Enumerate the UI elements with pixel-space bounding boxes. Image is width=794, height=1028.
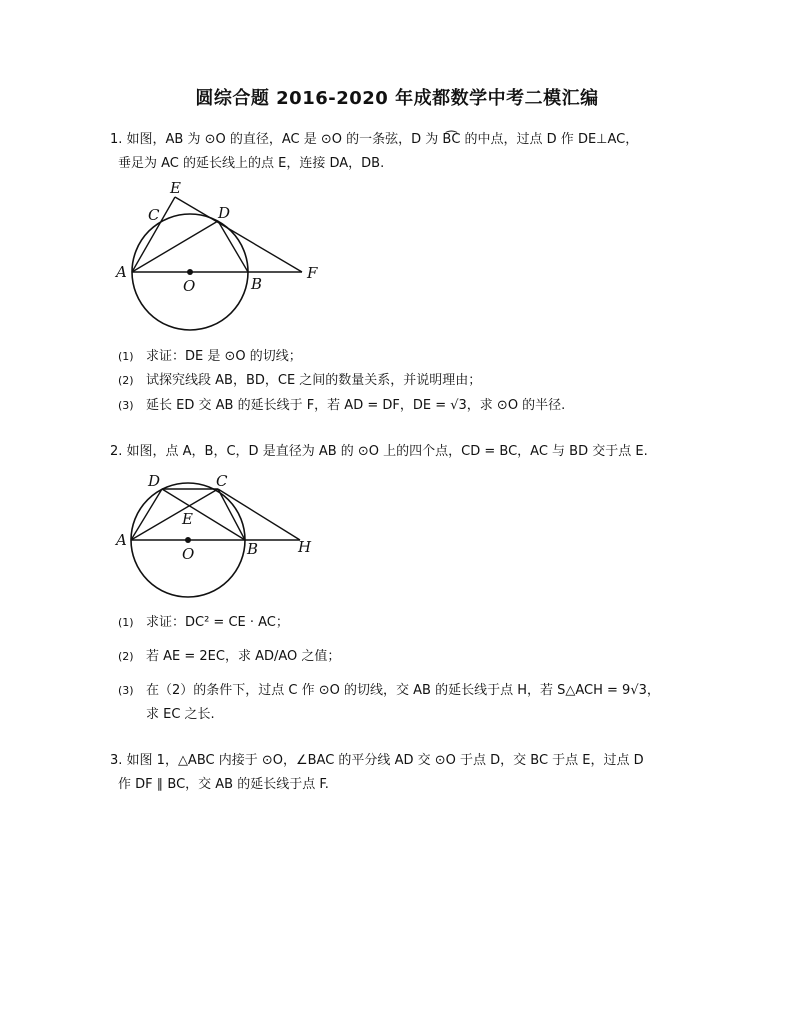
q1-sub2-number: (2) — [118, 374, 134, 387]
q2-label-c: C — [216, 472, 228, 490]
q2-sub2-number: (2) — [118, 650, 134, 663]
q1-stem-line2: 垂足为 AC 的延长线上的点 E，连接 DA，DB. — [118, 156, 385, 171]
q1-sub1-number: (1) — [118, 350, 134, 363]
q1-sub2 — [118, 372, 481, 390]
q1-label-o: O — [183, 277, 196, 295]
q1-line-ad — [132, 221, 218, 272]
q2-sub2-text: 若 AE = 2EC，求 AD/AO 之值； — [146, 649, 341, 664]
q2-sub1-text: 求证：DC² = CE · AC； — [146, 615, 289, 630]
q1-sub3-text: 延长 ED 交 AB 的延长线于 F，若 AD = DF，DE = √3，求 ⊙O 的半径. — [146, 398, 566, 413]
q1-sub3 — [118, 397, 565, 415]
q1-sub3-number: (3) — [118, 399, 134, 412]
q1-sub1 — [118, 348, 302, 366]
q1-label-f: F — [307, 264, 318, 282]
q2-stem-line1: 2. 如图，点 A，B，C，D 是直径为 AB 的 ⊙O 上的四个点，CD = BC，AC 与 BD 交于点 E. — [110, 444, 648, 459]
q2-label-o: O — [182, 545, 195, 563]
q1-sub1-text: 求证：DE 是 ⊙O 的切线； — [146, 349, 302, 364]
q3-stem-line1: 3. 如图 1，△ABC 内接于 ⊙O，∠BAC 的平分线 AD 交 ⊙O 于点 D，交 BC 于点 E，过点 D — [110, 753, 644, 768]
q1-label-c: C — [148, 206, 160, 224]
q1-figure — [110, 178, 340, 338]
q2-label-a: A — [116, 531, 127, 549]
q2-line-ch — [218, 489, 300, 540]
q1-label-d: D — [218, 204, 231, 222]
q1-stem-line1: 1. 如图，AB 为 ⊙O 的直径，AC 是 ⊙O 的一条弦，D 为 B͡C 的中点，过点 D 作 DE⊥AC， — [110, 132, 639, 147]
q1-label-a: A — [116, 263, 127, 281]
q1-sub2-text: 试探究线段 AB，BD，CE 之间的数量关系，并说明理由； — [146, 373, 482, 388]
q1-line-db — [218, 221, 248, 272]
q2-label-d: D — [148, 472, 161, 490]
page-title: 圆综合题 2016-2020 年成都数学中考二模汇编 — [195, 88, 599, 109]
q2-sub1 — [118, 614, 289, 632]
q2-sub1-number: (1) — [118, 616, 134, 629]
q2-sub3 — [118, 682, 660, 700]
q2-center-dot — [185, 537, 191, 543]
q2-label-e: E — [182, 510, 193, 528]
q2-line-ad — [131, 489, 162, 540]
q2-figure — [110, 466, 340, 606]
q2-label-h: H — [298, 538, 312, 556]
q2-label-b: B — [247, 540, 259, 558]
q2-sub3-number: (3) — [118, 684, 134, 697]
q2-sub3-continuation: 求 EC 之长. — [146, 707, 215, 722]
q2-sub3-text: 在（2）的条件下，过点 C 作 ⊙O 的切线，交 AB 的延长线于点 H，若 S△ACH = 9√3， — [146, 683, 660, 698]
q2-sub2 — [118, 648, 340, 666]
q1-label-b: B — [251, 275, 263, 293]
q1-label-e: E — [170, 179, 181, 197]
q3-stem-line2: 作 DF ∥ BC，交 AB 的延长线于点 F. — [118, 777, 329, 792]
q1-center-dot — [187, 269, 193, 275]
